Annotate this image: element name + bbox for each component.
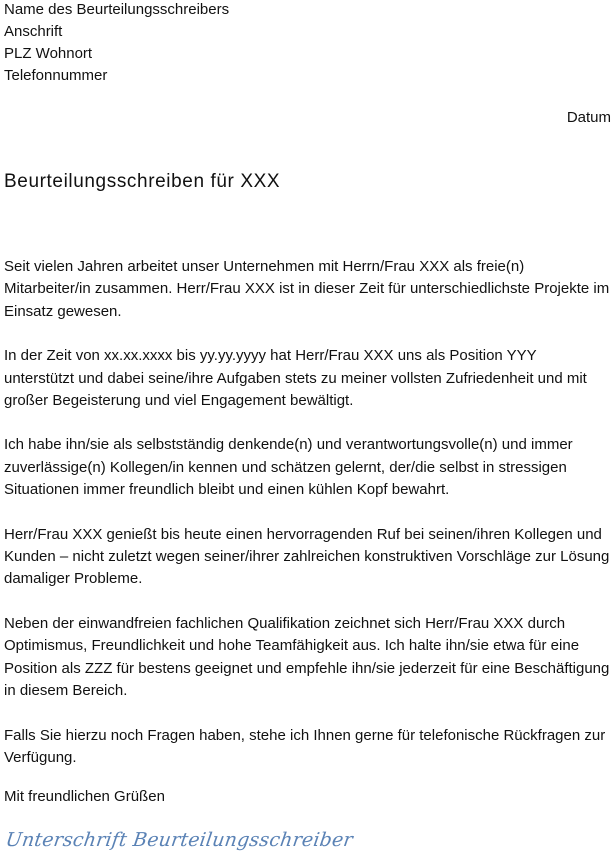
body-paragraph-4: Herr/Frau XXX genießt bis heute einen hervorragenden Ruf bei seinen/ihren Kollegen und Kunden – nicht zuletzt wegen seiner/ihrer zahlreichen konstruktiven Vorschläge zur Lösung damaliger Probleme. [4, 525, 610, 588]
sender-address: Anschrift [4, 23, 63, 40]
body-paragraph-5: Neben der einwandfreien fachlichen Qualifikation zeichnet sich Herr/Frau XXX durch Optimismus, Freundlichkeit und hohe Teamfähigkeit aus. Ich halte ihn/sie etwa für eine Position als ZZZ für bestens geeignet und empfehle ihn/sie jederzeit für eine Beschäftigung in diesem Bereich. [4, 614, 610, 700]
body-paragraph-3: Ich habe ihn/sie als selbstständig denkende(n) und verantwortungsvolle(n) und immer zuverlässige(n) Kollegen/in kennen und schätzen gelernt, der/die selbst in stressigen Situationen immer freundlich bleibt und einen kühlen Kopf bewahrt. [4, 436, 573, 499]
letter-subject: Beurteilungsschreiben für XXX [4, 171, 281, 192]
body-paragraph-1: Seit vielen Jahren arbeitet unser Unternehmen mit Herrn/Frau XXX als freie(n) Mitarbeiter/in zusammen. Herr/Frau XXX ist in dieser Zeit für unterschiedlichste Projekte im Einsatz gewesen. [4, 258, 610, 320]
letter-closing: Mit freundlichen Grüßen [4, 788, 165, 805]
letter-body [4, 256, 610, 791]
letter-date: Datum [566, 109, 611, 126]
body-paragraph-6: Falls Sie hierzu noch Fragen haben, stehe ich Ihnen gerne für telefonische Rückfragen zur Verfügung. [4, 726, 606, 766]
sender-phone: Telefonnummer [4, 67, 108, 84]
sender-block [4, 0, 229, 87]
sender-city: PLZ Wohnort [4, 45, 93, 62]
sender-name: Name des Beurteilungsschreibers [4, 1, 230, 18]
body-paragraph-2: In der Zeit von xx.xx.xxxx bis yy.yy.yyyy hat Herr/Frau XXX uns als Position YYY unterstützt und dabei seine/ihre Aufgaben stets zu meiner vollsten Zufriedenheit und mit großer Begeisterung und viel Engagement bewältigt. [4, 347, 587, 410]
signature-line: Unterschrift Beurteilungsschreiber [4, 829, 355, 851]
